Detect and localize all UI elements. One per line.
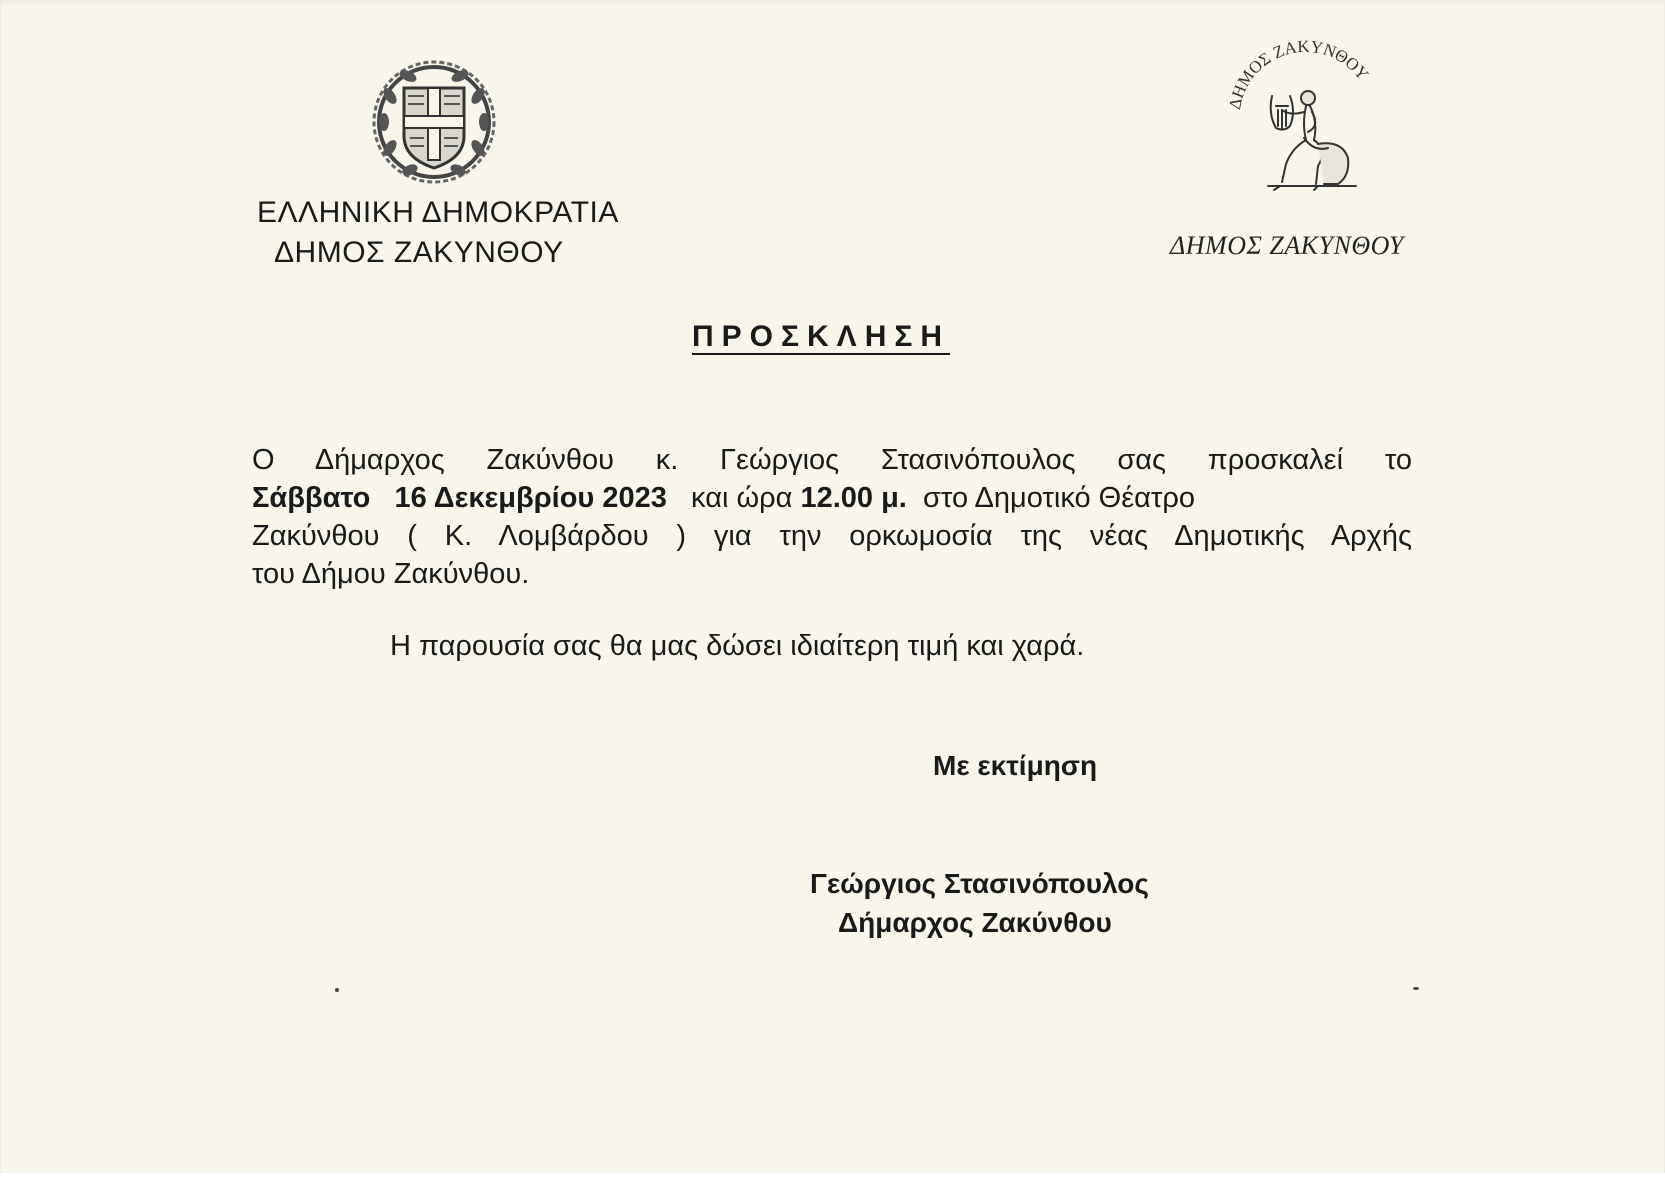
event-day: Σάββατο bbox=[252, 482, 371, 514]
scan-speck bbox=[335, 988, 339, 992]
republic-name: ΕΛΛΗΝΙΚΗ ΔΗΜΟΚΡΑΤΙΑ bbox=[257, 196, 619, 229]
presence-line: Η παρουσία σας θα μας δώσει ιδιαίτερη τιμή και χαρά. bbox=[390, 630, 1085, 662]
event-time-prefix: και ώρα bbox=[691, 482, 793, 514]
closing-greeting: Με εκτίμηση bbox=[933, 750, 1098, 781]
body-line-4: του Δήμου Ζακύνθου. bbox=[252, 558, 530, 590]
invitation-paragraph bbox=[252, 441, 1412, 593]
event-date: 16 Δεκεμβρίου 2023 bbox=[394, 482, 667, 514]
municipality-name: ΔΗΜΟΣ ΖΑΚΥΝΘΟΥ bbox=[274, 236, 564, 269]
signer-name: Γεώργιος Στασινόπουλος bbox=[810, 868, 1149, 899]
event-venue: στο Δημοτικό Θέατρο bbox=[923, 482, 1196, 514]
body-line-3: Ζακύνθου ( Κ. Λομβάρδου ) για την ορκωμοσία της νέας Δημοτικής Αρχής bbox=[252, 520, 1412, 552]
signer-title: Δήμαρχος Ζακύνθου bbox=[838, 907, 1112, 938]
body-line-2 bbox=[252, 479, 1412, 517]
scan-speck bbox=[1413, 987, 1419, 990]
municipality-lyre-player-logo-icon bbox=[1218, 40, 1388, 218]
document-title: ΠΡΟΣΚΛΗΣΗ bbox=[692, 320, 951, 353]
municipality-name-serif: ΔΗΜΟΣ ΖΑΚΥΝΘΟΥ bbox=[1170, 231, 1404, 260]
scan-bottom-edge bbox=[0, 1173, 1665, 1185]
greek-coat-of-arms-icon bbox=[370, 58, 498, 186]
logo-ring-text: ΔΗΜΟΣ ΖΑΚΥΝΘΟΥ bbox=[1225, 40, 1373, 111]
body-line-1: Ο Δήμαρχος Ζακύνθου κ. Γεώργιος Στασινόπουλος σας προσκαλεί το bbox=[252, 444, 1412, 476]
event-time: 12.00 μ. bbox=[800, 482, 907, 514]
